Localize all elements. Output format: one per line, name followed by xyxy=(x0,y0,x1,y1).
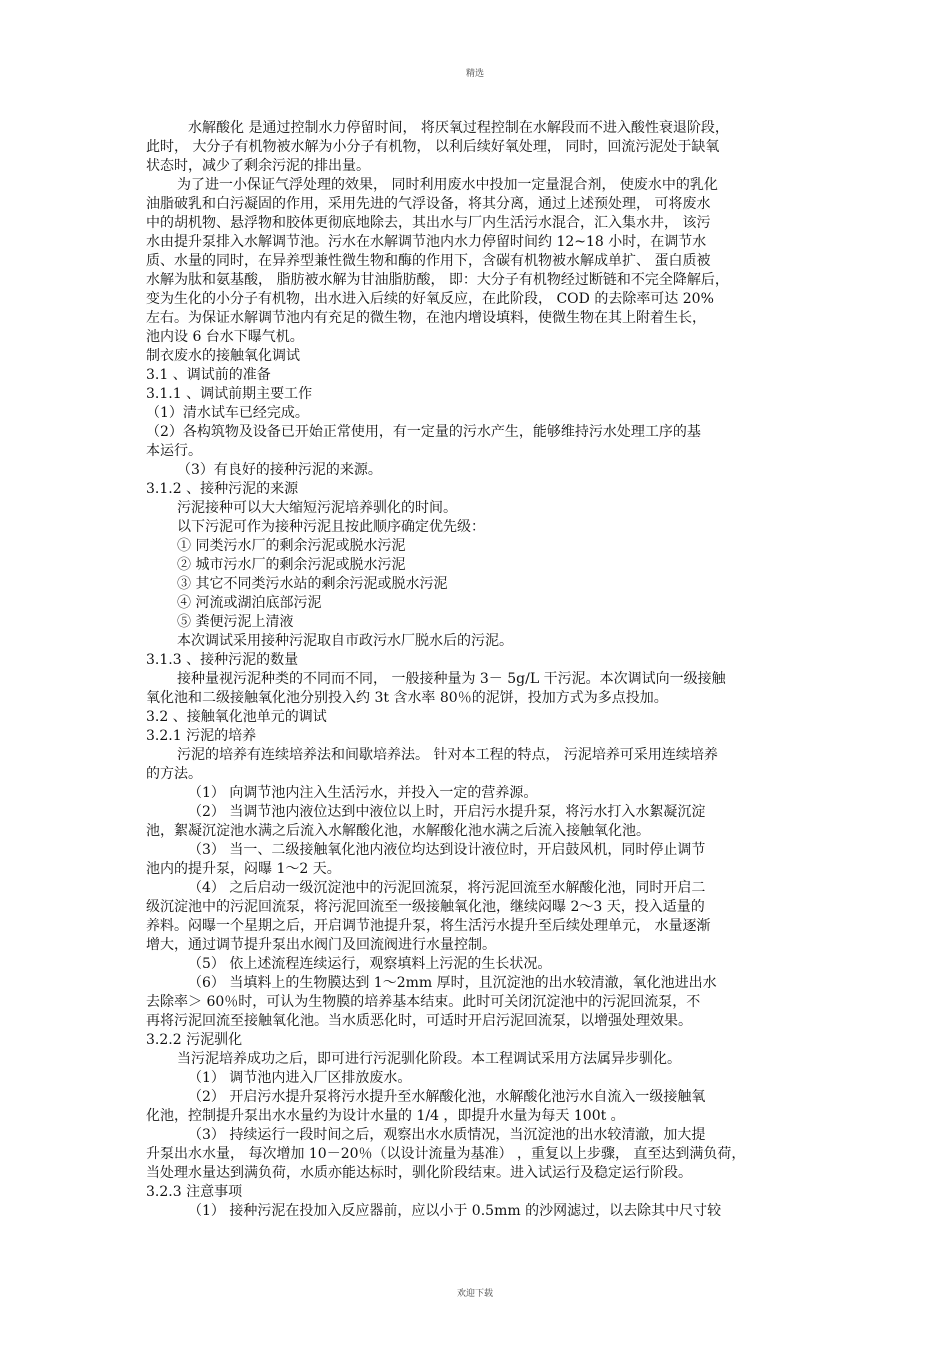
body-line: 氧化池和二级接触氧化池分别投入约 3t 含水率 80％的泥饼，投加方式为多点投加。 xyxy=(146,690,668,706)
body-line: 污泥的培养有连续培养法和间歇培养法。 针对本工程的特点， 污泥培养可采用连续培养 xyxy=(177,747,718,763)
page-footer: 欢迎下载 xyxy=(456,1289,493,1299)
section-heading: 3.1.2 、接种污泥的来源 xyxy=(146,481,299,497)
list-item: （2）各构筑物及设备已开始正常使用，有一定量的污水产生，能够维持污水处理工序的基 xyxy=(146,424,701,440)
body-line: 级沉淀池中的污泥回流泵，将污泥回流至一级接触氧化池，继续闷曝 2～3 天，投入适量的 xyxy=(146,899,705,915)
list-item: （6） 当填料上的生物膜达到 1～2mm 厚时，且沉淀池的出水较清澈，氧化池进出水 xyxy=(188,975,717,991)
list-item: （3） 持续运行一段时间之后，观察出水水质情况，当沉淀池的出水较清澈，加大提 xyxy=(188,1127,706,1143)
body-line: 变为生化的小分子有机物，出水进入后续的好氧反应，在此阶段， COD 的去除率可达 20% xyxy=(146,291,714,307)
body-line: 水解为肽和氨基酸， 脂肪被水解为甘油脂肪酸， 即：大分子有机物经过断链和不完全降解后， xyxy=(146,272,729,288)
section-heading: 3.2.2 污泥驯化 xyxy=(146,1032,243,1048)
body-line: 增大，通过调节提升泵出水阀门及回流阀进行水量控制。 xyxy=(146,937,496,953)
list-item: （1） 接种污泥在投加入反应器前，应以小于 0.5mm 的沙网滤过，以去除其中尺寸较 xyxy=(188,1203,722,1219)
body-line: 本次调试采用接种污泥取自市政污水厂脱水后的污泥。 xyxy=(177,633,513,649)
body-line: 水由提升泵排入水解调节池。污水在水解调节池内水力停留时间约 12~18 小时，在调节水 xyxy=(146,234,707,250)
body-line: 污泥接种可以大大缩短污泥培养驯化的时间。 xyxy=(177,500,457,516)
body-line: 接种量视污泥种类的不同而不同， 一般接种量为 3－ 5g/L 干污泥。本次调试向一级接触 xyxy=(177,671,726,687)
body-line: 油脂破乳和白污凝固的作用，采用先进的气浮设备，将其分离，通过上述预处理， 可将废水 xyxy=(146,196,711,212)
list-item: （3）有良好的接种污泥的来源。 xyxy=(177,462,382,478)
list-item: ⑤ 粪便污泥上清液 xyxy=(177,614,294,630)
body-line: 养料。闷曝一个星期之后，开启调节池提升泵，将生活污水提升至后续处理单元， 水量逐渐 xyxy=(146,918,711,934)
list-item: （1）清水试车已经完成。 xyxy=(146,405,309,421)
list-item: ① 同类污水厂的剩余污泥或脱水污泥 xyxy=(177,538,406,554)
list-item: ④ 河流或湖泊底部污泥 xyxy=(177,595,322,611)
body-line: 此时， 大分子有机物被水解为小分子有机物， 以利后续好氧处理， 同时，回流污泥处于缺氧 xyxy=(146,139,720,155)
body-line: 再将污泥回流至接触氧化池。当水质恶化时，可适时开启污泥回流泵，以增强处理效果。 xyxy=(146,1013,692,1029)
list-item: （2） 当调节池内液位达到中液位以上时，开启污水提升泵，将污水打入水絮凝沉淀 xyxy=(188,804,706,820)
list-item: （3） 当一、二级接触氧化池内液位均达到设计液位时，开启鼓风机，同时停止调节 xyxy=(188,842,706,858)
body-line: 水解酸化 是通过控制水力停留时间， 将厌氧过程控制在水解段而不进入酸性衰退阶段， xyxy=(188,120,729,136)
section-heading: 3.1.1 、调试前期主要工作 xyxy=(146,386,313,402)
section-heading: 3.2.3 注意事项 xyxy=(146,1184,243,1200)
body-line: 为了进一小保证气浮处理的效果， 同时利用废水中投加一定量混合剂， 使废水中的乳化 xyxy=(177,177,718,193)
body-line: 当污泥培养成功之后，即可进行污泥驯化阶段。本工程调试采用方法属异步驯化。 xyxy=(177,1051,681,1067)
body-line: 状态时，减少了剩余污泥的排出量。 xyxy=(146,158,370,174)
body-line: 当处理水量达到满负荷，水质亦能达标时，驯化阶段结束。进入试运行及稳定运行阶段。 xyxy=(146,1165,692,1181)
body-line: 池内设 6 台水下曝气机。 xyxy=(146,329,304,345)
section-heading: 3.2 、接触氧化池单元的调试 xyxy=(146,709,327,725)
body-line: 以下污泥可作为接种污泥且按此顺序确定优先级： xyxy=(177,519,485,535)
body-line: 池，絮凝沉淀池水满之后流入水解酸化池，水解酸化池水满之后流入接触氧化池。 xyxy=(146,823,650,839)
body-line: 化池，控制提升泵出水水量约为设计水量的 1/4 ，即提升水量为每天 100t 。 xyxy=(146,1108,625,1124)
section-heading: 3.1.3 、接种污泥的数量 xyxy=(146,652,299,668)
section-heading: 3.1 、调试前的准备 xyxy=(146,367,271,383)
list-item: （2） 开启污水提升泵将污水提升至水解酸化池，水解酸化池污水自流入一级接触氧 xyxy=(188,1089,706,1105)
list-item: （4） 之后启动一级沉淀池中的污泥回流泵，将污泥回流至水解酸化池，同时开启二 xyxy=(188,880,706,896)
list-item: （5） 依上述流程连续运行，观察填料上污泥的生长状况。 xyxy=(188,956,552,972)
list-item: （1） 调节池内进入厂区排放废水。 xyxy=(188,1070,412,1086)
section-heading: 3.2.1 污泥的培养 xyxy=(146,728,257,744)
body-line: 质、水量的同时，在异养型兼性微生物和酶的作用下，含碳有机物被水解成单扩、 蛋白质被 xyxy=(146,253,711,269)
body-line: 左右。为保证水解调节池内有充足的微生物，在池内增设填料，使微生物在其上附着生长， xyxy=(146,310,706,326)
body-line: 升泵出水水量， 每次增加 10－20％（以设计流量为基准） ，重复以上步骤， 直至达到满负荷， xyxy=(146,1146,746,1162)
section-heading: 制衣废水的接触氧化调试 xyxy=(146,348,300,364)
list-item: ② 城市污水厂的剩余污泥或脱水污泥 xyxy=(177,557,406,573)
list-item: ③ 其它不同类污水站的剩余污泥或脱水污泥 xyxy=(177,576,448,592)
body-line: 的方法。 xyxy=(146,766,202,782)
body-line: 池内的提升泵，闷曝 1～2 天。 xyxy=(146,861,341,877)
list-item: （1） 向调节池内注入生活污水，并投入一定的营养源。 xyxy=(188,785,538,801)
body-line: 去除率＞ 60％时，可认为生物膜的培养基本结束。此时可关闭沉淀池中的污泥回流泵，不 xyxy=(146,994,701,1010)
page-header: 精选 xyxy=(465,69,484,79)
body-line: 中的胡机物、悬浮物和胶体更彻底地除去，其出水与厂内生活污水混合，汇入集水井， 该污 xyxy=(146,215,711,231)
body-line: 本运行。 xyxy=(146,443,202,459)
